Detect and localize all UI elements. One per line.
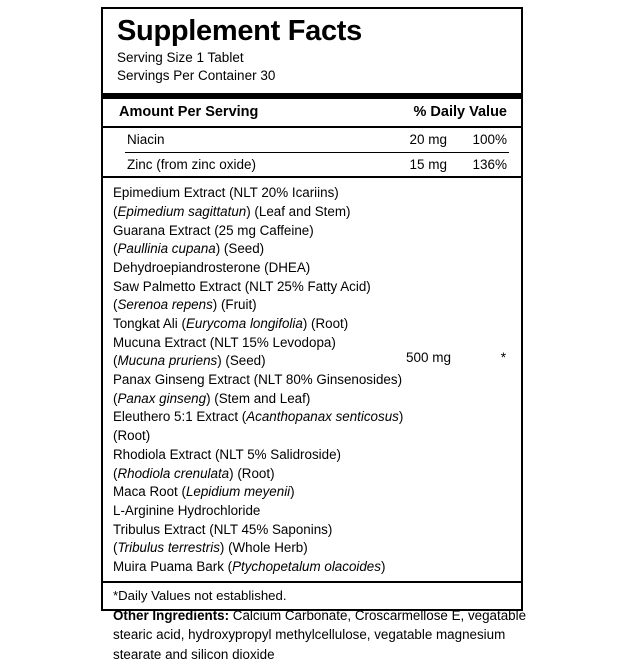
daily-value-header: % Daily Value — [413, 104, 507, 121]
nutrient-amount: 20 mg — [409, 132, 447, 148]
blend-ingredient-line: (Tribulus terrestris) (Whole Herb) — [113, 540, 308, 556]
blend-ingredient-line: (Paullinia cupana) (Seed) — [113, 241, 265, 257]
table-row — [117, 128, 509, 152]
blend-ingredient-line: Panax Ginseng Extract (NLT 80% Ginsenosides) — [113, 372, 403, 388]
blend-ingredient-line: (Epimedium sagittatun) (Leaf and Stem) — [113, 203, 351, 219]
blend-ingredient-line: Dehydroepiandrosterone (DHEA) — [113, 259, 311, 275]
blend-ingredient-line: L-Arginine Hydrochloride — [113, 502, 261, 518]
nutrient-daily-value: 136% — [472, 156, 507, 172]
blend-ingredient-line: Saw Palmetto Extract (NLT 25% Fatty Acid) — [113, 278, 371, 294]
proprietary-blend-section — [103, 178, 521, 580]
blend-ingredient-line: Epimedium Extract (NLT 20% Icariins) — [113, 185, 339, 201]
blend-ingredient-line: Muira Puama Bark (Ptychopetalum olacoides) — [113, 558, 386, 574]
blend-ingredient-line: Maca Root (Lepidium meyenii) — [113, 484, 295, 500]
nutrient-amount: 15 mg — [409, 156, 447, 172]
blend-ingredient-line: Mucuna Extract (NLT 15% Levodopa) — [113, 334, 336, 350]
amount-per-serving-header: Amount Per Serving — [119, 104, 259, 121]
blend-ingredient-line: (Root) — [113, 428, 151, 444]
blend-ingredient-line: (Mucuna pruriens) (Seed) — [113, 353, 266, 369]
blend-ingredient-line: (Panax ginseng) (Stem and Leaf) — [113, 390, 311, 406]
other-ingredients — [113, 606, 533, 664]
blend-ingredient-line: Eleuthero 5:1 Extract (Acanthopanax senticosus) — [113, 409, 404, 425]
nutrient-daily-value: 100% — [472, 132, 507, 148]
other-ingredients-text: Calcium Carbonate, Croscarmellose E, vegatable stearic acid, hydroxypropyl methylcellulose, vegatable magnesium stearate and silicon dioxide — [113, 608, 527, 662]
nutrient-name: Zinc (from zinc oxide) — [127, 156, 257, 172]
blend-ingredient-line: (Rhodiola crenulata) (Root) — [113, 465, 275, 481]
blend-ingredient-line: Tribulus Extract (NLT 45% Saponins) — [113, 521, 333, 537]
blend-ingredient-line: Guarana Extract (25 mg Caffeine) — [113, 222, 314, 238]
blend-ingredient-line: Tongkat Ali (Eurycoma longifolia) (Root) — [113, 316, 349, 332]
servings-per-container: Servings Per Container 30 — [117, 68, 276, 84]
supplement-facts-panel — [101, 7, 523, 611]
serving-size: Serving Size 1 Tablet — [117, 50, 244, 66]
blend-ingredient-line: Rhodiola Extract (NLT 5% Salidroside) — [113, 446, 341, 462]
blend-ingredient-line: (Serenoa repens) (Fruit) — [113, 297, 257, 313]
table-row — [117, 153, 509, 177]
nutrient-name: Niacin — [127, 132, 165, 148]
blend-ingredient-list — [103, 184, 413, 576]
panel-title: Supplement Facts — [117, 15, 362, 47]
blend-daily-value: * — [500, 350, 506, 366]
blend-amount: 500 mg — [405, 350, 451, 366]
other-ingredients-label: Other Ingredients: — [113, 608, 230, 623]
table-header-row — [117, 99, 509, 126]
footnote: *Daily Values not established. — [113, 587, 287, 603]
